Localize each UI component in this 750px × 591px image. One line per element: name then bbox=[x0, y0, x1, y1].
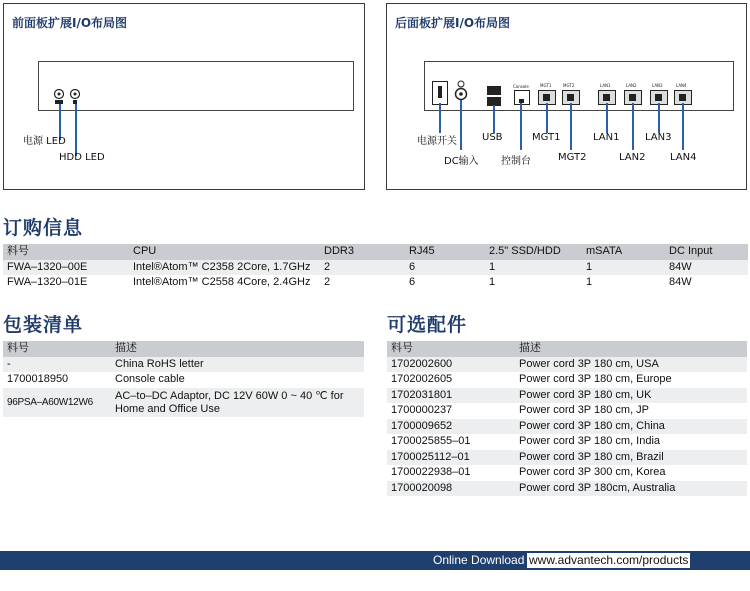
front-panel-diagram bbox=[3, 3, 365, 190]
table-cell: Power cord 3P 180 cm, China bbox=[515, 419, 747, 435]
table-cell: 6 bbox=[405, 260, 485, 276]
table-cell: FWA–1320–01E bbox=[3, 275, 129, 291]
dc-input-label: DC输入 bbox=[444, 156, 479, 167]
column-header: CPU bbox=[129, 244, 320, 260]
column-header: 料号 bbox=[387, 341, 515, 357]
table-cell: 1700020098 bbox=[387, 481, 515, 497]
dc-input-leader bbox=[460, 100, 462, 150]
table-cell: 1702031801 bbox=[387, 388, 515, 404]
rear-panel-diagram bbox=[386, 3, 747, 190]
column-header: DDR3 bbox=[320, 244, 405, 260]
table-cell: 1700018950 bbox=[3, 372, 111, 388]
table-header-row bbox=[3, 341, 364, 357]
ordering-title: 订购信息 bbox=[3, 217, 84, 239]
table-cell: Intel®Atom™ C2558 4Core, 2.4GHz bbox=[129, 275, 320, 291]
table-row bbox=[3, 260, 748, 276]
table-row bbox=[387, 481, 747, 497]
accessories-table bbox=[387, 341, 747, 497]
table-cell: 84W bbox=[665, 260, 748, 276]
table-row bbox=[387, 465, 747, 481]
mgt2-label: MGT2 bbox=[558, 152, 587, 163]
console-leader bbox=[520, 103, 522, 150]
table-cell: Power cord 3P 300 cm, Korea bbox=[515, 465, 747, 481]
lan1-label: LAN1 bbox=[593, 132, 620, 143]
table-cell: 96PSA–A60W12W6 bbox=[3, 388, 111, 418]
table-cell: 1 bbox=[582, 260, 665, 276]
table-header-row bbox=[387, 341, 747, 357]
table-cell: Console cable bbox=[111, 372, 364, 388]
power-led-label: 电源 LED bbox=[23, 136, 66, 147]
mgt1-leader bbox=[546, 103, 548, 133]
table-row bbox=[387, 419, 747, 435]
column-header: 描述 bbox=[515, 341, 747, 357]
console-port-tag: Console bbox=[513, 84, 529, 89]
column-header: RJ45 bbox=[405, 244, 485, 260]
usb-port-icon bbox=[487, 86, 501, 95]
table-row bbox=[387, 434, 747, 450]
lan4-leader bbox=[682, 103, 684, 150]
table-cell: 1702002600 bbox=[387, 357, 515, 373]
mgt2-leader bbox=[570, 103, 572, 150]
table-cell: 84W bbox=[665, 275, 748, 291]
front-panel-title: 前面板扩展I/O布局图 bbox=[12, 16, 128, 30]
lan2-port-tag: LAN2 bbox=[626, 83, 637, 88]
lan4-port-tag: LAN4 bbox=[676, 83, 687, 88]
column-header: 料号 bbox=[3, 244, 129, 260]
footer-bar bbox=[0, 551, 750, 570]
mgt1-label: MGT1 bbox=[532, 132, 561, 143]
table-cell: 1700009652 bbox=[387, 419, 515, 435]
column-header: mSATA bbox=[582, 244, 665, 260]
column-header: 2.5" SSD/HDD bbox=[485, 244, 582, 260]
table-cell: 1702002605 bbox=[387, 372, 515, 388]
table-header-row bbox=[3, 244, 748, 260]
packing-title: 包装清单 bbox=[3, 314, 84, 336]
table-row bbox=[387, 403, 747, 419]
table-row bbox=[387, 388, 747, 404]
lan3-port-tag: LAN3 bbox=[652, 83, 663, 88]
table-cell: Intel®Atom™ C2358 2Core, 1.7GHz bbox=[129, 260, 320, 276]
lan3-leader bbox=[658, 103, 660, 133]
table-cell: 1700025112–01 bbox=[387, 450, 515, 466]
table-cell: Power cord 3P 180 cm, JP bbox=[515, 403, 747, 419]
table-row bbox=[387, 372, 747, 388]
table-cell: 2 bbox=[320, 275, 405, 291]
front-chassis bbox=[38, 61, 354, 111]
ordering-table bbox=[3, 244, 748, 291]
usb-leader bbox=[493, 105, 495, 133]
console-port-icon bbox=[514, 90, 530, 105]
table-row bbox=[3, 357, 364, 373]
table-cell: FWA–1320–00E bbox=[3, 260, 129, 276]
lan4-label: LAN4 bbox=[670, 152, 697, 163]
power-switch-label: 电源开关 bbox=[417, 136, 457, 147]
column-header: 描述 bbox=[111, 341, 364, 357]
table-cell: 1700022938–01 bbox=[387, 465, 515, 481]
column-header: DC Input bbox=[665, 244, 748, 260]
table-cell: Power cord 3P 180 cm, USA bbox=[515, 357, 747, 373]
table-row bbox=[3, 388, 364, 418]
table-cell: Power cord 3P 180 cm, UK bbox=[515, 388, 747, 404]
table-cell: 1 bbox=[485, 275, 582, 291]
hdd-led-leader bbox=[75, 104, 77, 156]
table-cell: 1700025855–01 bbox=[387, 434, 515, 450]
rear-panel-title: 后面板扩展I/O布局图 bbox=[395, 16, 511, 30]
mgt2-port-tag: MGT2 bbox=[563, 83, 575, 88]
mgt1-port-tag: MGT1 bbox=[540, 83, 552, 88]
table-cell: 2 bbox=[320, 260, 405, 276]
usb-label: USB bbox=[482, 132, 503, 143]
table-cell: 1 bbox=[582, 275, 665, 291]
accessories-title: 可选配件 bbox=[387, 314, 468, 336]
table-cell: 6 bbox=[405, 275, 485, 291]
table-cell: - bbox=[3, 357, 111, 373]
table-row bbox=[387, 357, 747, 373]
packing-table bbox=[3, 341, 364, 418]
table-cell: Power cord 3P 180cm, Australia bbox=[515, 481, 747, 497]
table-row bbox=[3, 372, 364, 388]
lan2-leader bbox=[632, 103, 634, 150]
table-row bbox=[3, 275, 748, 291]
products-url-link[interactable]: www.advantech.com/products bbox=[529, 553, 689, 567]
lan2-label: LAN2 bbox=[619, 152, 646, 163]
lan1-port-tag: LAN1 bbox=[600, 83, 611, 88]
table-cell: 1 bbox=[485, 260, 582, 276]
power-switch-icon bbox=[432, 81, 448, 105]
table-row bbox=[387, 450, 747, 466]
console-label: 控制台 bbox=[501, 156, 531, 167]
power-switch-leader bbox=[439, 103, 441, 133]
column-header: 料号 bbox=[3, 341, 111, 357]
table-cell: Power cord 3P 180 cm, Brazil bbox=[515, 450, 747, 466]
lan1-leader bbox=[606, 103, 608, 133]
lan3-label: LAN3 bbox=[645, 132, 672, 143]
table-cell: AC–to–DC Adaptor, DC 12V 60W 0 ~ 40 ℃ for Home and Office Use bbox=[111, 388, 364, 418]
online-download-label: Online Download bbox=[433, 553, 525, 567]
table-cell: Power cord 3P 180 cm, India bbox=[515, 434, 747, 450]
table-cell: 1700000237 bbox=[387, 403, 515, 419]
table-cell: Power cord 3P 180 cm, Europe bbox=[515, 372, 747, 388]
table-cell: China RoHS letter bbox=[111, 357, 364, 373]
hdd-led-label: HDD LED bbox=[59, 152, 105, 163]
